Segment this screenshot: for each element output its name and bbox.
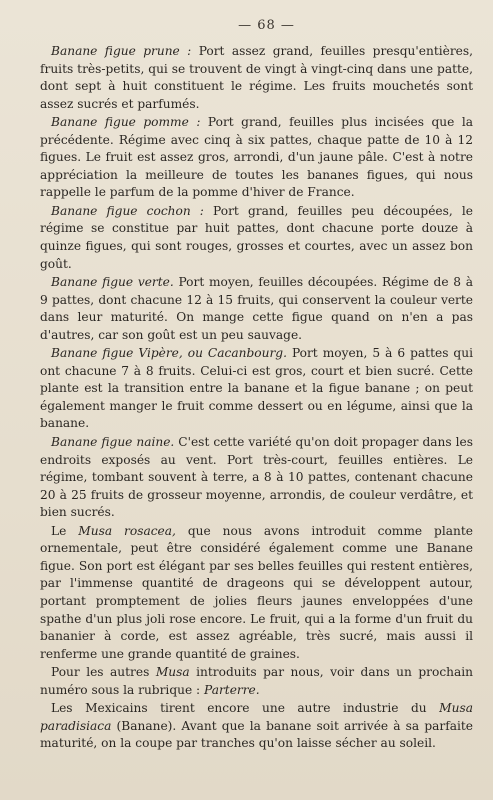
paragraph-figue-cochon bbox=[40, 203, 473, 273]
paragraph-text: Port grand, feuilles plus incisées que la précédente. Régime avec cinq à six pattes, chaque patte de 10 à 12 figues. Le fruit est assez gros, arrondi, d'un jaune pâle. C'est à notre appréciation la meilleure de toutes les bananes figues, qui nous rappelle le parfum de la pomme d'hiver de France. bbox=[40, 115, 473, 200]
species-name: Musa rosacea, bbox=[78, 523, 176, 538]
variety-name: Banane figue pomme : bbox=[51, 115, 201, 130]
paragraph-prefix: Pour les autres bbox=[51, 665, 156, 680]
paragraph-text: que nous avons introduit comme plante ornementale, peut être considéré également comme une Banane figue. Son port est élégant par ses belles feuilles qui restent entières, par l'immense quantité de drageons qui se développent autour, portant promptement de jolies fleurs jaunes enveloppées d'une spathe d'un plus joli rose encore. Le fruit, qui a la forme d'un fruit du bananier à corde, est assez agréable, très sucré, mais aussi il renferme une grande quantité de graines. bbox=[40, 523, 473, 661]
paragraph-text: (Banane). Avant que la banane soit arrivée à sa parfaite maturité, on la coupe par tranches qu'on laisse sécher au soleil. bbox=[40, 718, 473, 751]
paragraph-text: Port grand, feuilles peu découpées, le régime se constitue par huit pattes, dont chacune porte douze à quinze figues, qui sont rouges, grosses et courtes, avec un assez bon goût. bbox=[40, 203, 473, 271]
paragraph-prefix: Le bbox=[51, 523, 79, 538]
paragraph-text: introduits par nous, voir dans un prochain numéro sous la rubrique : bbox=[40, 665, 474, 697]
paragraph-figue-naine bbox=[40, 434, 473, 522]
paragraph-prefix: Les Mexicains tirent encore une autre industrie du bbox=[51, 701, 440, 716]
paragraph-musa-rosacea bbox=[40, 523, 473, 663]
species-name: Musa bbox=[155, 665, 190, 680]
paragraph-text: C'est cette variété qu'on doit propager dans les endroits exposés au vent. Port très-court, feuilles entières. Le régime, tombant souvent à terre, a 8 à 10 pattes, contenant chacune 20 à 25 fruits de grosseur moyenne, arrondis, de couleur verdâtre, et bien sucrés. bbox=[40, 435, 473, 520]
page-number: — 68 — bbox=[238, 18, 295, 33]
variety-name: Banane figue Vipère, ou Cacanbourg. bbox=[51, 346, 287, 361]
paragraph-text: Port assez grand, feuilles presqu'entières, fruits très-petits, qui se trouvent de vingt à vingt-cinq dans une patte, dont sept à huit constituent le régime. Les fruits mouchetés sont assez sucrés et parfumés. bbox=[40, 44, 473, 111]
variety-name: Banane figue naine. bbox=[51, 435, 175, 450]
species-name: Musa paradisiaca bbox=[40, 701, 473, 733]
paragraph-text: Port moyen, feuilles découpées. Régime de 8 à 9 pattes, dont chacune 12 à 15 fruits, qui conservent la couleur verte dans leur maturité. On mange cette figue quand on n'en a pas d'autres, car son goût est un peu sauvage. bbox=[40, 275, 473, 342]
paragraph-figue-pomme bbox=[40, 114, 473, 202]
paragraph-figue-prune bbox=[40, 43, 473, 113]
variety-name: Banane figue verte. bbox=[51, 275, 174, 290]
paragraph-figue-verte bbox=[40, 274, 473, 344]
paragraph-mexicains bbox=[40, 700, 473, 753]
variety-name: Banane figue prune : bbox=[51, 44, 192, 58]
paragraph-figue-vipere bbox=[40, 345, 473, 433]
paragraph-autres-musa bbox=[40, 664, 473, 699]
paragraph-text: Port moyen, 5 à 6 pattes qui ont chacune 7 à 8 fruits. Celui-ci est gros, court et bien sucré. Cette plante est la transition entre la banane et la figue banane ; on peut également manger le fruit comme dessert ou en légume, ainsi que la banane. bbox=[40, 346, 473, 431]
variety-name: Banane figue cochon : bbox=[51, 203, 204, 218]
rubric-name: Parterre. bbox=[204, 682, 260, 697]
